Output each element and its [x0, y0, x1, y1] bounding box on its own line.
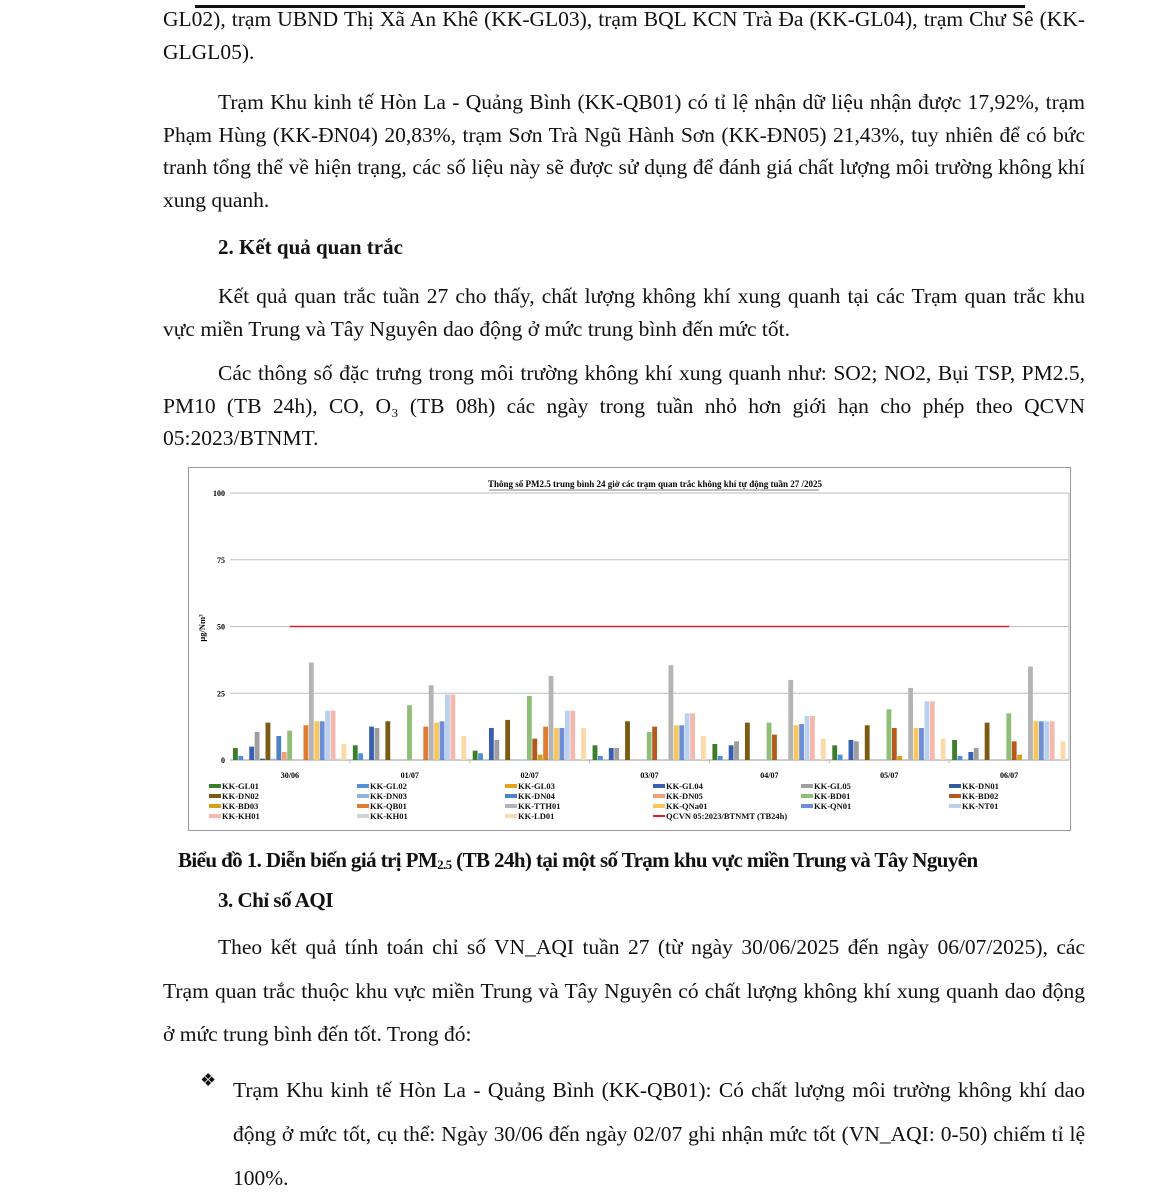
bar	[249, 747, 254, 760]
pm25-chart	[188, 467, 1071, 831]
bar	[614, 748, 619, 760]
bar	[369, 727, 374, 760]
caption-suffix: (TB 24h) tại một số Trạm khu vực miền Trung và Tây Nguyên	[451, 848, 978, 872]
bar	[685, 713, 690, 760]
legend-swatch-icon	[357, 814, 369, 818]
bar	[1061, 741, 1066, 760]
bar	[908, 688, 913, 760]
x-tick-label: 01/07	[400, 771, 419, 780]
bar	[914, 728, 919, 760]
bar	[325, 711, 330, 760]
y-axis-label: µg/Nm³	[197, 614, 207, 642]
bar	[952, 740, 957, 760]
bar	[336, 759, 341, 760]
legend-swatch-icon	[949, 784, 961, 788]
svg-text:25: 25	[217, 689, 225, 699]
legend-item	[505, 811, 554, 821]
legend-swatch-icon	[209, 794, 221, 798]
legend-swatch-icon	[653, 804, 665, 808]
legend-item	[801, 801, 851, 811]
legend-swatch-icon	[357, 794, 369, 798]
bar	[543, 727, 548, 760]
caption-prefix: Biểu đồ 1. Diễn biến giá trị PM	[178, 848, 438, 872]
legend-label: KK-GL02	[370, 781, 407, 791]
bar	[1028, 667, 1033, 760]
bar	[674, 725, 679, 760]
bar	[734, 741, 739, 760]
bar	[1050, 721, 1055, 760]
bar	[287, 731, 292, 760]
bar	[1012, 741, 1017, 760]
legend-item	[653, 781, 703, 791]
x-tick-label: 06/07	[999, 771, 1019, 780]
bar	[303, 725, 308, 760]
bar	[958, 756, 963, 760]
bar	[974, 748, 979, 760]
legend-swatch-icon	[949, 794, 961, 798]
legend-swatch-icon	[357, 784, 369, 788]
legend-label: KK-QN01	[814, 801, 852, 811]
bar	[897, 756, 902, 760]
bar	[385, 721, 390, 760]
bar	[238, 756, 243, 760]
bar	[598, 756, 603, 760]
bar	[647, 732, 652, 760]
legend-item	[505, 791, 555, 801]
bar	[854, 741, 859, 760]
bar	[527, 696, 532, 760]
bar	[924, 701, 929, 760]
legend-swatch-icon	[505, 784, 517, 788]
legend-item	[949, 791, 998, 801]
bar	[668, 665, 673, 760]
bar	[565, 711, 570, 760]
x-tick-label: 04/07	[760, 771, 779, 780]
bar	[309, 663, 314, 760]
bar	[865, 725, 870, 760]
chart-title: Thông số PM2.5 trung bình 24 giờ các trạm quan trắc không khí tự động tuần 27 /2025	[488, 479, 822, 489]
bar	[353, 745, 358, 760]
bar	[849, 740, 854, 760]
bar	[341, 744, 346, 760]
bar	[788, 680, 793, 760]
legend-swatch-icon	[653, 784, 665, 788]
legend-swatch-icon	[949, 804, 961, 808]
bar	[271, 759, 276, 760]
bar	[712, 744, 717, 760]
bar	[1033, 721, 1038, 760]
legend-label: KK-LD01	[518, 811, 555, 821]
legend-swatch-icon	[505, 814, 517, 818]
bar	[609, 748, 614, 760]
bar	[450, 695, 455, 760]
bar	[593, 745, 598, 760]
bar	[1044, 721, 1049, 760]
caption-subscript: 2.5	[437, 857, 452, 872]
legend-label: KK-DN01	[962, 781, 999, 791]
legend-item	[505, 801, 561, 811]
legend-label: QCVN 05:2023/BTNMT (TB24h)	[666, 811, 788, 821]
legend-label: KK-KH01	[222, 811, 260, 821]
bar	[233, 748, 238, 760]
legend-item	[357, 811, 408, 821]
bar	[429, 685, 434, 760]
legend-label: KK-BD01	[814, 791, 851, 801]
bar	[810, 716, 815, 760]
legend-swatch-icon	[801, 794, 813, 798]
x-tick-label: 02/07	[520, 771, 539, 780]
bar	[701, 736, 706, 760]
legend-swatch-icon	[801, 784, 813, 788]
legend-label: KK-GL05	[814, 781, 851, 791]
bar	[478, 753, 483, 760]
legend-swatch-icon	[801, 804, 813, 808]
legend-label: KK-DN02	[222, 791, 259, 801]
bar	[375, 728, 380, 760]
bar	[276, 736, 281, 760]
legend-swatch-icon	[209, 814, 221, 818]
bullet-text: Trạm Khu kinh tế Hòn La - Quảng Bình (KK-QB01): Có chất lượng môi trường không khí dao động ở mức tốt, cụ thể: Ngày 30/06 đến ngày 02/07 ghi nhận mức tốt (VN_AQI: 0-50) chiếm tỉ lệ 100%.	[233, 1078, 1085, 1190]
bar	[314, 721, 319, 760]
x-tick-label: 30/06	[280, 771, 300, 780]
bar	[434, 723, 439, 760]
legend-swatch-icon	[653, 794, 665, 798]
bar	[505, 720, 510, 760]
bar	[266, 723, 271, 760]
svg-text:0: 0	[221, 756, 225, 765]
bar	[440, 721, 445, 760]
bar	[838, 755, 843, 760]
bar	[718, 756, 723, 760]
heading-aqi: 3. Chỉ số AQI	[218, 888, 333, 912]
chart-caption	[178, 848, 978, 873]
bar	[445, 695, 450, 760]
legend-item	[949, 801, 998, 811]
legend-item	[653, 791, 703, 801]
bar	[282, 752, 287, 760]
legend-item	[209, 811, 260, 821]
svg-text:100: 100	[213, 489, 225, 498]
bar	[625, 721, 630, 760]
legend-item	[357, 781, 407, 791]
bar	[985, 723, 990, 760]
legend-item	[209, 791, 259, 801]
legend-swatch-icon	[209, 784, 221, 788]
x-tick-label: 03/07	[640, 771, 659, 780]
legend-label: KK-BD02	[962, 791, 999, 801]
legend-label: KK-BD03	[222, 801, 259, 811]
legend-label: KK-GL01	[222, 781, 259, 791]
bar	[745, 723, 750, 760]
bar	[1017, 755, 1022, 760]
x-tick-label: 05/07	[880, 771, 899, 780]
bar	[1006, 713, 1011, 760]
bar	[1039, 721, 1044, 760]
bar	[255, 732, 260, 760]
bar	[554, 728, 559, 760]
legend-label: KK-GL04	[666, 781, 703, 791]
bar	[941, 739, 946, 760]
bar	[461, 736, 466, 760]
bar	[570, 711, 575, 760]
bar	[358, 753, 363, 760]
legend-label: KK-DN05	[666, 791, 703, 801]
diamond-bullet-icon: ❖	[200, 1070, 217, 1090]
legend-item	[357, 791, 407, 801]
legend-swatch-icon	[357, 804, 369, 808]
legend-swatch-icon	[505, 794, 517, 798]
bar	[652, 727, 657, 760]
bar	[679, 725, 684, 760]
bar	[538, 755, 543, 760]
legend-item	[209, 801, 258, 811]
bar	[559, 728, 564, 760]
bar	[887, 709, 892, 760]
bar	[968, 752, 973, 760]
legend-label: KK-DN04	[518, 791, 555, 801]
legend-item	[209, 781, 259, 791]
svg-text:50: 50	[217, 622, 225, 632]
legend-item	[653, 801, 708, 811]
legend-label: KK-QNa01	[666, 801, 708, 811]
bar	[767, 723, 772, 760]
paragraph-stations: GL02), trạm UBND Thị Xã An Khê (KK-GL03), trạm BQL KCN Trà Đa (KK-GL04), trạm Chư Sê (KK-GLGL05).	[163, 7, 1085, 64]
legend-item	[949, 781, 999, 791]
legend-item	[505, 781, 555, 791]
bar	[821, 739, 826, 760]
legend-item	[801, 791, 850, 801]
legend-item	[653, 811, 787, 821]
paragraph-data-rate: Trạm Khu kinh tế Hòn La - Quảng Bình (KK-QB01) có tỉ lệ nhận dữ liệu nhận được 17,92%, trạm Phạm Hùng (KK-ĐN04) 20,83%, trạm Sơn Trà Ngũ Hành Sơn (KK-ĐN05) 21,43%, tuy nhiên để có bức tranh tổng thể về hiện trạng, các số liệu này sẽ được sử dụng để đánh giá chất lượng môi trường không khí xung quanh.	[163, 90, 1085, 212]
bar	[407, 705, 412, 760]
bar	[331, 711, 336, 760]
bar	[320, 721, 325, 760]
legend-swatch-icon	[653, 815, 665, 817]
legend-label: KK-NT01	[962, 801, 999, 811]
bar	[549, 676, 554, 760]
bar	[581, 728, 586, 760]
legend-item	[801, 781, 851, 791]
legend-label: KK-DN03	[370, 791, 407, 801]
paragraph-parameters: Các thông số đặc trưng trong môi trường không khí xung quanh như: SO2; NO2, Bụi TSP, PM2.5, PM10 (TB 24h), CO, O₃ (TB 08h) các ngày trong tuần nhỏ hơn giới hạn cho phép theo QCVN 05:2023/BTNMT.	[163, 361, 1085, 450]
paragraph-results: Kết quả quan trắc tuần 27 cho thấy, chất lượng không khí xung quanh tại các Trạm quan trắc khu vực miền Trung và Tây Nguyên dao động ở mức trung bình đến mức tốt.	[163, 284, 1085, 341]
heading-results: 2. Kết quả quan trắc	[218, 235, 403, 259]
bar	[772, 735, 777, 760]
bar	[892, 728, 897, 760]
legend-label: KK-QB01	[370, 801, 407, 811]
bar	[494, 740, 499, 760]
bar	[794, 725, 799, 760]
bar	[532, 739, 537, 760]
legend-label: KK-GL03	[518, 781, 555, 791]
legend-swatch-icon	[209, 804, 221, 808]
bar	[489, 728, 494, 760]
bar	[690, 713, 695, 760]
legend-label: KK-KH01	[370, 811, 408, 821]
svg-text:75: 75	[217, 555, 225, 565]
pm25-chart-plot	[189, 468, 1072, 832]
bar	[919, 728, 924, 760]
bar	[930, 701, 935, 760]
bar	[832, 745, 837, 760]
paragraph-aqi: Theo kết quả tính toán chỉ số VN_AQI tuần 27 (từ ngày 30/06/2025 đến ngày 06/07/2025), các Trạm quan trắc thuộc khu vực miền Trung và Tây Nguyên có chất lượng không khí xung quanh dao động ở mức trung bình đến tốt. Trong đó:	[163, 935, 1085, 1046]
legend-swatch-icon	[505, 804, 517, 808]
bar	[799, 724, 804, 760]
bar	[260, 759, 265, 760]
bar	[805, 716, 810, 760]
legend-item	[357, 801, 407, 811]
bar	[473, 751, 478, 760]
legend-label: KK-TTH01	[518, 801, 561, 811]
bar	[423, 727, 428, 760]
bar	[729, 745, 734, 760]
